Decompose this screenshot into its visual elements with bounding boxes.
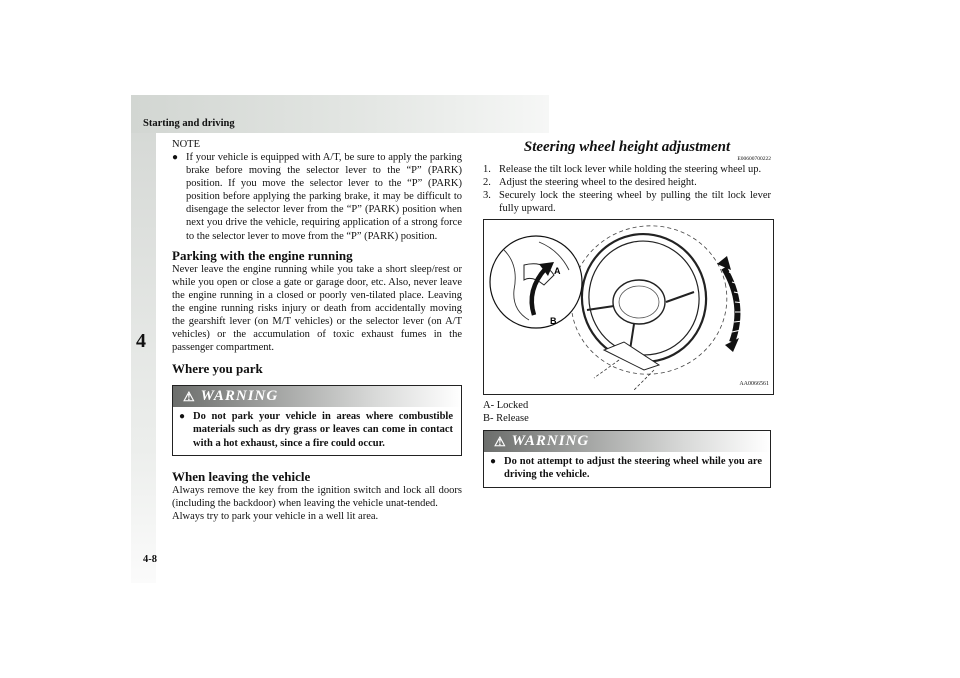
bullet-icon: ●: [172, 152, 179, 163]
section-code: E00600700222: [737, 156, 771, 162]
list-item: 1. Release the tilt lock lever while holding the steering wheel up.: [483, 164, 762, 175]
section-header-title: Starting and driving: [143, 118, 235, 129]
right-column: [483, 138, 771, 494]
chapter-number: 4: [136, 330, 146, 352]
steering-title: Steering wheel height adjustment: [523, 139, 731, 155]
bullet-icon: ●: [490, 456, 497, 468]
steps-list: [483, 163, 771, 215]
warning-body: [484, 452, 770, 486]
warning-box-steering: [483, 430, 771, 487]
parking-engine-title: Parking with the engine running: [172, 247, 353, 263]
figure-label-b: B: [550, 316, 557, 327]
note-text: If your vehicle is equipped with A/T, be sure to apply the parking brake before moving the selector lever to the “P” (PARK) position. If you move the selector lever to the “P” (PARK) position before applying the parking brake, it may be difficult to disengage the selector lever from the “P” (PARK) position when next you drive the vehicle, requiring application of a strong force to the selector lever to move from the “P” (PARK) position.: [186, 152, 462, 242]
legend-item: A- Locked: [483, 400, 529, 412]
leaving-vehicle-text-2: Always try to park your vehicle in a well lit area.: [172, 510, 379, 522]
steering-wheel-figure: [483, 219, 774, 395]
warning-icon: ⚠: [183, 389, 195, 405]
where-you-park-title: Where you park: [172, 361, 263, 377]
left-column: [172, 138, 462, 523]
warning-box-park: [172, 385, 462, 455]
figure-label-a: A: [554, 266, 561, 277]
steering-wheel-illustration: [484, 220, 773, 394]
note-label: NOTE: [172, 139, 200, 150]
chapter-tab: [131, 133, 156, 583]
legend-item: B- Release: [483, 413, 529, 425]
list-item: 3. Securely lock the steering wheel by pulling the tilt lock lever fully upward.: [483, 190, 771, 215]
figure-code: AA0066561: [739, 381, 769, 388]
warning-header: [484, 431, 770, 452]
leaving-vehicle-title: When leaving the vehicle: [172, 468, 311, 484]
warning-body: [173, 407, 461, 454]
warning-text: Do not park your vehicle in areas where combustible materials such as dry grass or leaves can come in contact with a hot exhaust, since a fire could occur.: [193, 411, 453, 449]
warning-header: [173, 386, 461, 407]
warning-title: WARNING: [200, 388, 279, 405]
parking-engine-text: Never leave the engine running while you take a short sleep/rest or while you open or close a gate or garage door, etc. Also, never leave the engine running in a closed or poorly ven-tilated place. Leaving the engine running risks injury or death from accidentally moving the gearshift lever (on M/T vehicles) or the selector lever (on A/T vehicles) or the accumulation of toxic exhaust fumes in the passenger compartment.: [172, 263, 462, 354]
page-number: 4-8: [143, 554, 157, 565]
leaving-vehicle-text: Always remove the key from the ignition switch and lock all doors (including the backdoor) when leaving the vehicle unat-tended.: [172, 484, 462, 509]
figure-legend: [483, 399, 771, 425]
list-item: 2. Adjust the steering wheel to the desired height.: [483, 177, 697, 189]
warning-title: WARNING: [511, 433, 590, 450]
bullet-icon: ●: [179, 411, 186, 423]
note-item: [172, 151, 462, 243]
warning-icon: ⚠: [494, 434, 506, 450]
warning-text: Do not attempt to adjust the steering wheel while you are driving the vehicle.: [504, 456, 762, 481]
